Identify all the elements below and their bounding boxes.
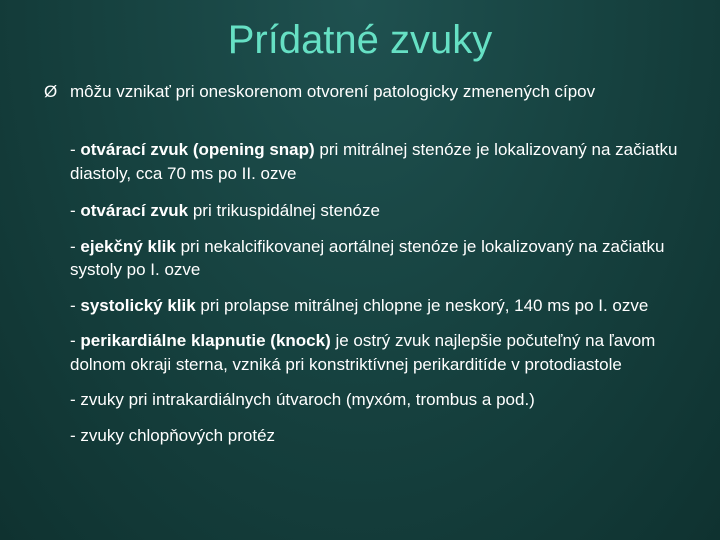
item-prefix: - bbox=[70, 201, 81, 220]
list-item bbox=[70, 294, 700, 318]
item-description: pri nekalcifikovanej aortálnej stenóze je lokalizovaný na začiatku systoly po I. ozve bbox=[70, 236, 665, 279]
item-description: zvuky chlopňových protéz bbox=[80, 425, 276, 445]
item-term: systolický klik bbox=[80, 295, 196, 315]
item-description: pri mitrálnej stenóze je lokalizovaný na začiatku diastoly, cca 70 ms po II. ozve bbox=[70, 140, 678, 183]
lead-text: môžu vznikať pri oneskorenom otvorení patologicky zmenených cípov bbox=[70, 82, 596, 101]
item-prefix: - bbox=[70, 295, 81, 315]
item-description: je ostrý zvuk najlepšie počuteľný na ľavom dolnom okraji sterna, vzniká pri konstriktívnej perikarditíde v protodiastole bbox=[70, 331, 656, 374]
list-item bbox=[70, 235, 700, 282]
item-prefix: - bbox=[70, 331, 81, 350]
list-item bbox=[70, 329, 700, 376]
item-prefix: - bbox=[70, 236, 81, 256]
item-description: pri trikuspidálnej stenóze bbox=[188, 201, 380, 220]
item-prefix: - bbox=[70, 390, 81, 409]
item-term: ejekčný klik bbox=[80, 236, 176, 256]
item-term: otvárací zvuk bbox=[80, 201, 189, 220]
list-item bbox=[70, 138, 700, 185]
sound-list bbox=[70, 138, 700, 459]
item-term: perikardiálne klapnutie (knock) bbox=[80, 331, 331, 350]
arrow-bullet-icon: Ø bbox=[44, 82, 58, 101]
item-description: pri prolapse mitrálnej chlopne je neskorý, 140 ms po I. ozve bbox=[195, 295, 649, 315]
list-item bbox=[70, 388, 700, 412]
item-prefix: - bbox=[70, 140, 81, 159]
list-item bbox=[70, 199, 700, 223]
lead-bullet-item bbox=[44, 80, 684, 103]
item-term: otvárací zvuk (opening snap) bbox=[80, 140, 315, 159]
list-item bbox=[70, 424, 700, 448]
item-prefix: - bbox=[70, 425, 81, 445]
item-description: zvuky pri intrakardiálnych útvaroch (myxóm, trombus a pod.) bbox=[80, 390, 535, 409]
slide-title: Prídatné zvuky bbox=[227, 18, 493, 62]
